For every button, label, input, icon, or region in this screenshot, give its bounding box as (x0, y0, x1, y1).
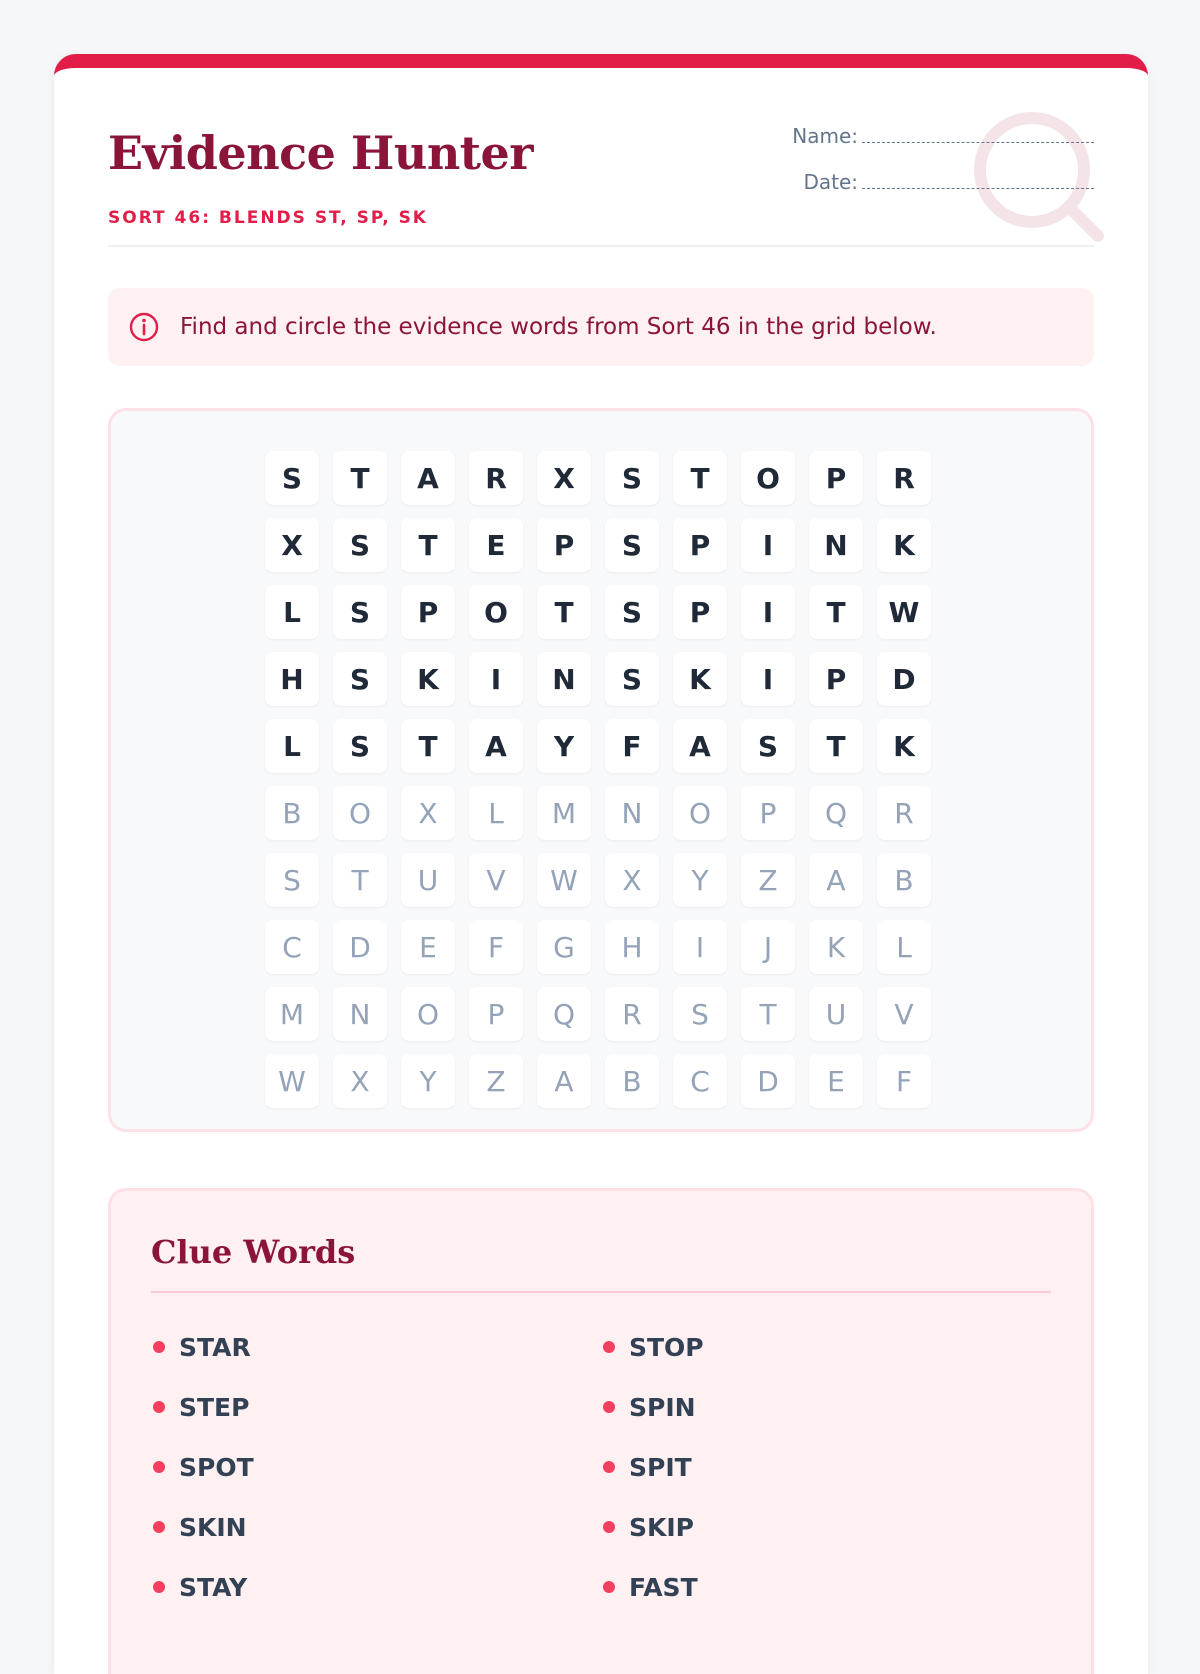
grid-cell[interactable]: E (401, 920, 455, 974)
grid-cell[interactable]: N (605, 786, 659, 840)
grid-cell[interactable]: B (265, 786, 319, 840)
grid-cell[interactable]: P (537, 518, 591, 572)
grid-cell[interactable]: S (333, 719, 387, 773)
grid-cell[interactable]: X (333, 1054, 387, 1108)
bullet-icon (153, 1461, 165, 1473)
grid-cell[interactable]: V (469, 853, 523, 907)
clue-word-item (601, 1317, 1051, 1377)
grid-cell[interactable]: U (401, 853, 455, 907)
grid-cell[interactable]: M (537, 786, 591, 840)
grid-cell[interactable]: Q (537, 987, 591, 1041)
grid-cell[interactable]: E (809, 1054, 863, 1108)
page-title: Evidence Hunter (108, 126, 534, 180)
name-row (792, 124, 1094, 170)
clue-word-item (151, 1557, 601, 1617)
clue-word-list (151, 1317, 1051, 1617)
grid-cell[interactable]: D (741, 1054, 795, 1108)
grid-cell[interactable]: Y (673, 853, 727, 907)
grid-cell[interactable]: Q (809, 786, 863, 840)
name-field[interactable] (862, 128, 1094, 143)
clue-word: SPIT (629, 1452, 692, 1482)
word-search-panel (108, 408, 1094, 1132)
grid-cell[interactable]: C (265, 920, 319, 974)
grid-cell[interactable]: D (877, 652, 931, 706)
grid-cell[interactable]: Y (401, 1054, 455, 1108)
grid-cell[interactable]: S (673, 987, 727, 1041)
bullet-icon (153, 1401, 165, 1413)
grid-cell[interactable]: S (741, 719, 795, 773)
grid-cell[interactable]: I (741, 585, 795, 639)
grid-cell[interactable]: A (809, 853, 863, 907)
grid-cell[interactable]: W (537, 853, 591, 907)
grid-cell[interactable]: T (537, 585, 591, 639)
worksheet (54, 54, 1148, 1674)
grid-cell[interactable]: P (673, 585, 727, 639)
grid-cell[interactable]: J (741, 920, 795, 974)
clue-word: FAST (629, 1572, 698, 1602)
grid-cell[interactable]: M (265, 987, 319, 1041)
page-subtitle: SORT 46: BLENDS ST, SP, SK (108, 208, 428, 228)
grid-cell[interactable]: U (809, 987, 863, 1041)
grid-cell[interactable]: L (469, 786, 523, 840)
clue-word-item (601, 1557, 1051, 1617)
grid-cell[interactable]: N (333, 987, 387, 1041)
clue-word-item (151, 1497, 601, 1557)
grid-cell[interactable]: A (537, 1054, 591, 1108)
date-row (792, 170, 1094, 216)
grid-cell[interactable]: O (333, 786, 387, 840)
grid-cell[interactable]: P (469, 987, 523, 1041)
grid-cell[interactable]: L (265, 719, 319, 773)
grid-cell[interactable]: C (673, 1054, 727, 1108)
grid-cell[interactable]: K (809, 920, 863, 974)
bullet-icon (603, 1401, 615, 1413)
grid-cell[interactable]: X (265, 518, 319, 572)
grid-cell[interactable]: O (469, 585, 523, 639)
grid-cell[interactable]: X (605, 853, 659, 907)
grid-cell[interactable]: A (673, 719, 727, 773)
bullet-icon (603, 1521, 615, 1533)
grid-cell[interactable]: K (877, 518, 931, 572)
grid-cell[interactable]: P (809, 451, 863, 505)
grid-cell[interactable]: T (741, 987, 795, 1041)
clue-words-title: Clue Words (151, 1233, 356, 1271)
grid-cell[interactable]: B (877, 853, 931, 907)
bullet-icon (153, 1521, 165, 1533)
grid-cell[interactable]: O (401, 987, 455, 1041)
info-icon (128, 311, 160, 343)
grid-cell[interactable]: S (605, 451, 659, 505)
clue-word: STOP (629, 1332, 704, 1362)
date-label: Date: (803, 170, 858, 194)
clue-words-panel (108, 1188, 1094, 1674)
grid-cell[interactable]: A (469, 719, 523, 773)
date-field[interactable] (862, 174, 1094, 189)
grid-cell[interactable]: I (469, 652, 523, 706)
clue-word-item (601, 1497, 1051, 1557)
grid-cell[interactable]: S (265, 853, 319, 907)
grid-cell[interactable]: S (333, 652, 387, 706)
grid-cell[interactable]: S (333, 585, 387, 639)
grid-cell[interactable]: R (469, 451, 523, 505)
grid-cell[interactable]: F (877, 1054, 931, 1108)
grid-cell[interactable]: S (605, 518, 659, 572)
grid-cell[interactable]: X (401, 786, 455, 840)
grid-cell[interactable]: T (333, 451, 387, 505)
grid-cell[interactable]: S (333, 518, 387, 572)
grid-cell[interactable]: K (673, 652, 727, 706)
grid-cell[interactable]: W (877, 585, 931, 639)
grid-cell[interactable]: K (401, 652, 455, 706)
grid-cell[interactable]: Z (469, 1054, 523, 1108)
grid-cell[interactable]: W (265, 1054, 319, 1108)
grid-cell[interactable]: B (605, 1054, 659, 1108)
grid-cell[interactable]: P (809, 652, 863, 706)
grid-cell[interactable]: H (605, 920, 659, 974)
clue-word: STAY (179, 1572, 248, 1602)
grid-cell[interactable]: E (469, 518, 523, 572)
clue-word: SKIN (179, 1512, 247, 1542)
header-divider (108, 245, 1094, 247)
grid-cell[interactable]: L (265, 585, 319, 639)
grid-cell[interactable]: T (401, 518, 455, 572)
grid-cell[interactable]: P (401, 585, 455, 639)
grid-cell[interactable]: Z (741, 853, 795, 907)
grid-cell[interactable]: L (877, 920, 931, 974)
grid-cell[interactable]: G (537, 920, 591, 974)
clue-word: STAR (179, 1332, 251, 1362)
grid-cell[interactable]: K (877, 719, 931, 773)
grid-cell[interactable]: H (265, 652, 319, 706)
clue-word-item (151, 1377, 601, 1437)
grid-cell[interactable]: T (333, 853, 387, 907)
grid-cell[interactable]: I (673, 920, 727, 974)
clue-word-item (601, 1437, 1051, 1497)
grid-cell[interactable]: N (537, 652, 591, 706)
clue-word: SPOT (179, 1452, 254, 1482)
clue-word-item (151, 1317, 601, 1377)
clue-word-item (601, 1377, 1051, 1437)
grid-cell[interactable]: R (877, 451, 931, 505)
grid-cell[interactable]: R (605, 987, 659, 1041)
grid-cell[interactable]: F (469, 920, 523, 974)
clue-divider (151, 1291, 1051, 1293)
bullet-icon (153, 1341, 165, 1353)
grid-cell[interactable]: S (605, 652, 659, 706)
clue-word-item (151, 1437, 601, 1497)
grid-cell[interactable]: N (809, 518, 863, 572)
bullet-icon (603, 1581, 615, 1593)
grid-cell[interactable]: T (401, 719, 455, 773)
bullet-icon (603, 1341, 615, 1353)
grid-cell[interactable]: D (333, 920, 387, 974)
bullet-icon (603, 1461, 615, 1473)
grid-cell[interactable]: O (673, 786, 727, 840)
grid-cell[interactable]: O (741, 451, 795, 505)
grid-cell[interactable]: V (877, 987, 931, 1041)
student-info (792, 124, 1094, 216)
grid-cell[interactable]: I (741, 518, 795, 572)
grid-cell[interactable]: T (673, 451, 727, 505)
instruction-banner (108, 288, 1094, 366)
grid-cell[interactable]: S (265, 451, 319, 505)
grid-cell[interactable]: P (741, 786, 795, 840)
grid-cell[interactable]: S (605, 585, 659, 639)
name-label: Name: (792, 124, 858, 148)
clue-word: STEP (179, 1392, 250, 1422)
grid-cell[interactable]: P (673, 518, 727, 572)
word-search-grid (265, 451, 931, 1108)
grid-cell[interactable]: R (877, 786, 931, 840)
grid-cell[interactable]: I (741, 652, 795, 706)
grid-cell[interactable]: A (401, 451, 455, 505)
grid-cell[interactable]: F (605, 719, 659, 773)
grid-cell[interactable]: Y (537, 719, 591, 773)
instruction-text: Find and circle the evidence words from Sort 46 in the grid below. (180, 314, 937, 340)
grid-cell[interactable]: X (537, 451, 591, 505)
clue-word: SKIP (629, 1512, 695, 1542)
clue-word: SPIN (629, 1392, 696, 1422)
bullet-icon (153, 1581, 165, 1593)
grid-cell[interactable]: T (809, 585, 863, 639)
grid-cell[interactable]: T (809, 719, 863, 773)
